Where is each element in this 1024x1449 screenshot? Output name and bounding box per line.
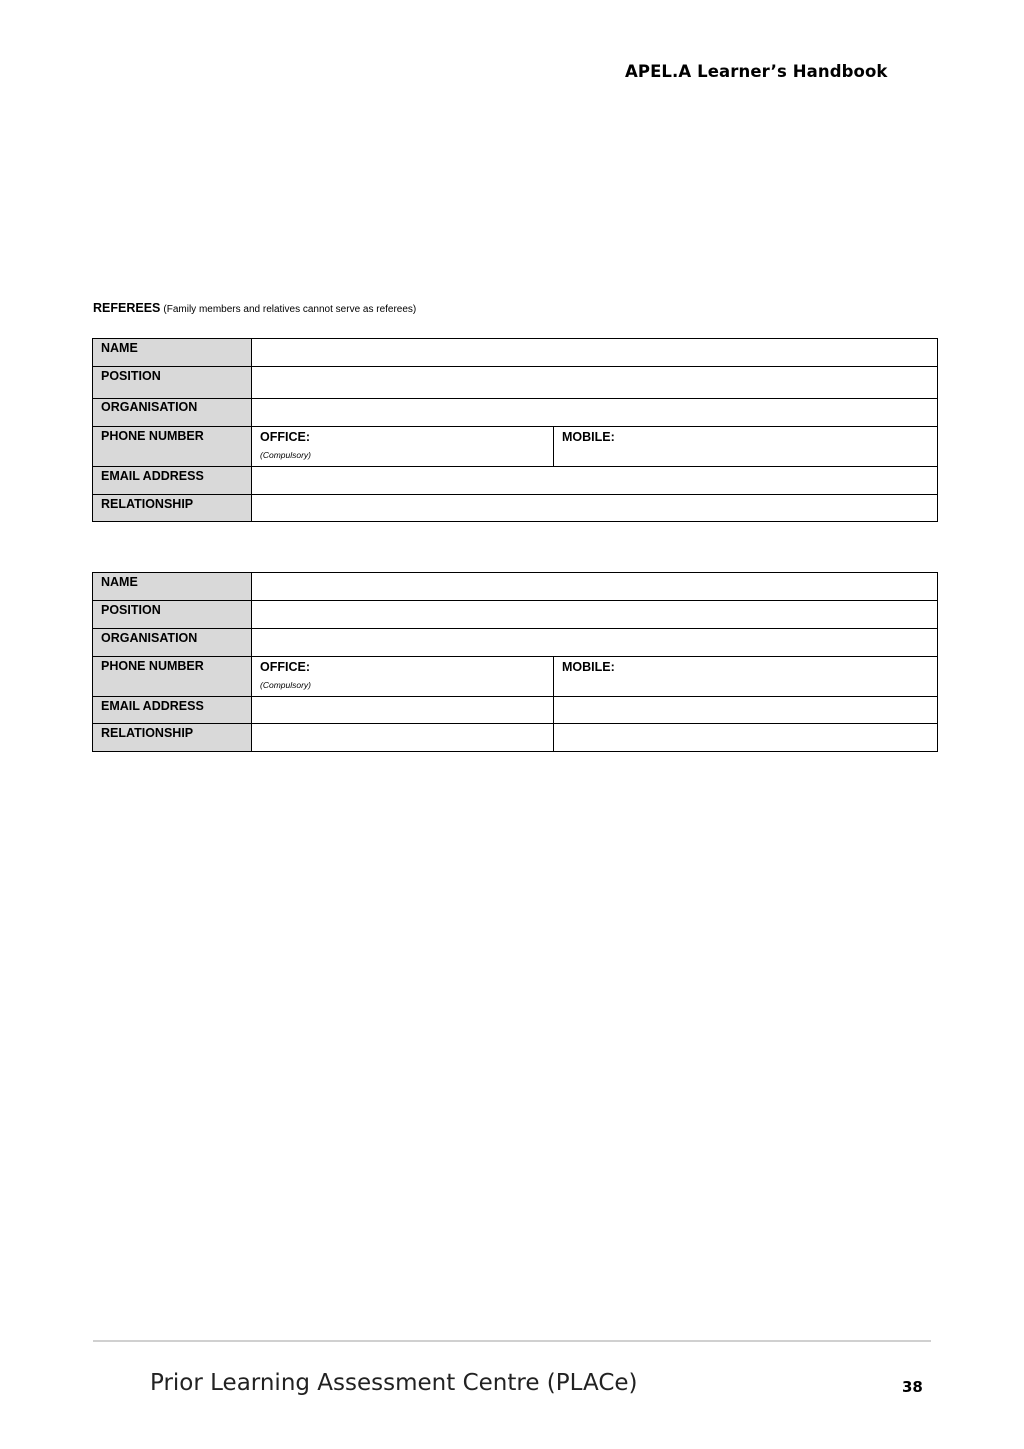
- relationship-label: RELATIONSHIP: [93, 495, 252, 522]
- referee-1-name-field[interactable]: [252, 339, 938, 367]
- compulsory-note: (Compulsory): [260, 450, 312, 460]
- office-label: OFFICE:: [260, 430, 310, 444]
- referee-2-name-field[interactable]: [252, 573, 938, 601]
- referee-2-mobile-field[interactable]: [554, 657, 938, 697]
- referees-note: (Family members and relatives cannot serve as referees): [163, 304, 417, 315]
- relationship-label: RELATIONSHIP: [93, 724, 252, 752]
- referee-1-table: [92, 338, 938, 522]
- referee-2-position-field[interactable]: [252, 601, 938, 629]
- name-label: NAME: [93, 339, 252, 367]
- page-number: 38: [902, 1378, 923, 1396]
- referee-2-relationship-extra-field[interactable]: [554, 724, 938, 752]
- position-label: POSITION: [93, 367, 252, 399]
- referee-2-office-field[interactable]: [252, 657, 554, 697]
- position-label: POSITION: [93, 601, 252, 629]
- handbook-title: APEL.A Learner’s Handbook: [625, 62, 888, 81]
- referees-heading-label: REFEREES: [93, 301, 161, 315]
- referee-1-mobile-field[interactable]: [554, 427, 938, 467]
- compulsory-note: (Compulsory): [260, 680, 312, 690]
- footer-divider: [93, 1340, 931, 1342]
- referee-1-office-field[interactable]: [252, 427, 554, 467]
- organisation-label: ORGANISATION: [93, 629, 252, 657]
- referees-heading: [93, 299, 416, 317]
- email-label: EMAIL ADDRESS: [93, 697, 252, 724]
- referee-1-organisation-field[interactable]: [252, 399, 938, 427]
- organisation-label: ORGANISATION: [93, 399, 252, 427]
- footer-centre-name: Prior Learning Assessment Centre (PLACe): [150, 1370, 638, 1396]
- mobile-label: MOBILE:: [562, 430, 615, 444]
- email-label: EMAIL ADDRESS: [93, 467, 252, 495]
- referee-1-email-field[interactable]: [252, 467, 938, 495]
- phone-label: PHONE NUMBER: [93, 427, 252, 467]
- referee-2-organisation-field[interactable]: [252, 629, 938, 657]
- name-label: NAME: [93, 573, 252, 601]
- office-label: OFFICE:: [260, 660, 310, 674]
- referee-1-relationship-field[interactable]: [252, 495, 938, 522]
- referee-2-email-extra-field[interactable]: [554, 697, 938, 724]
- referee-2-table: [92, 572, 938, 752]
- referee-2-email-field[interactable]: [252, 697, 554, 724]
- phone-label: PHONE NUMBER: [93, 657, 252, 697]
- mobile-label: MOBILE:: [562, 660, 615, 674]
- referee-1-position-field[interactable]: [252, 367, 938, 399]
- referee-2-relationship-field[interactable]: [252, 724, 554, 752]
